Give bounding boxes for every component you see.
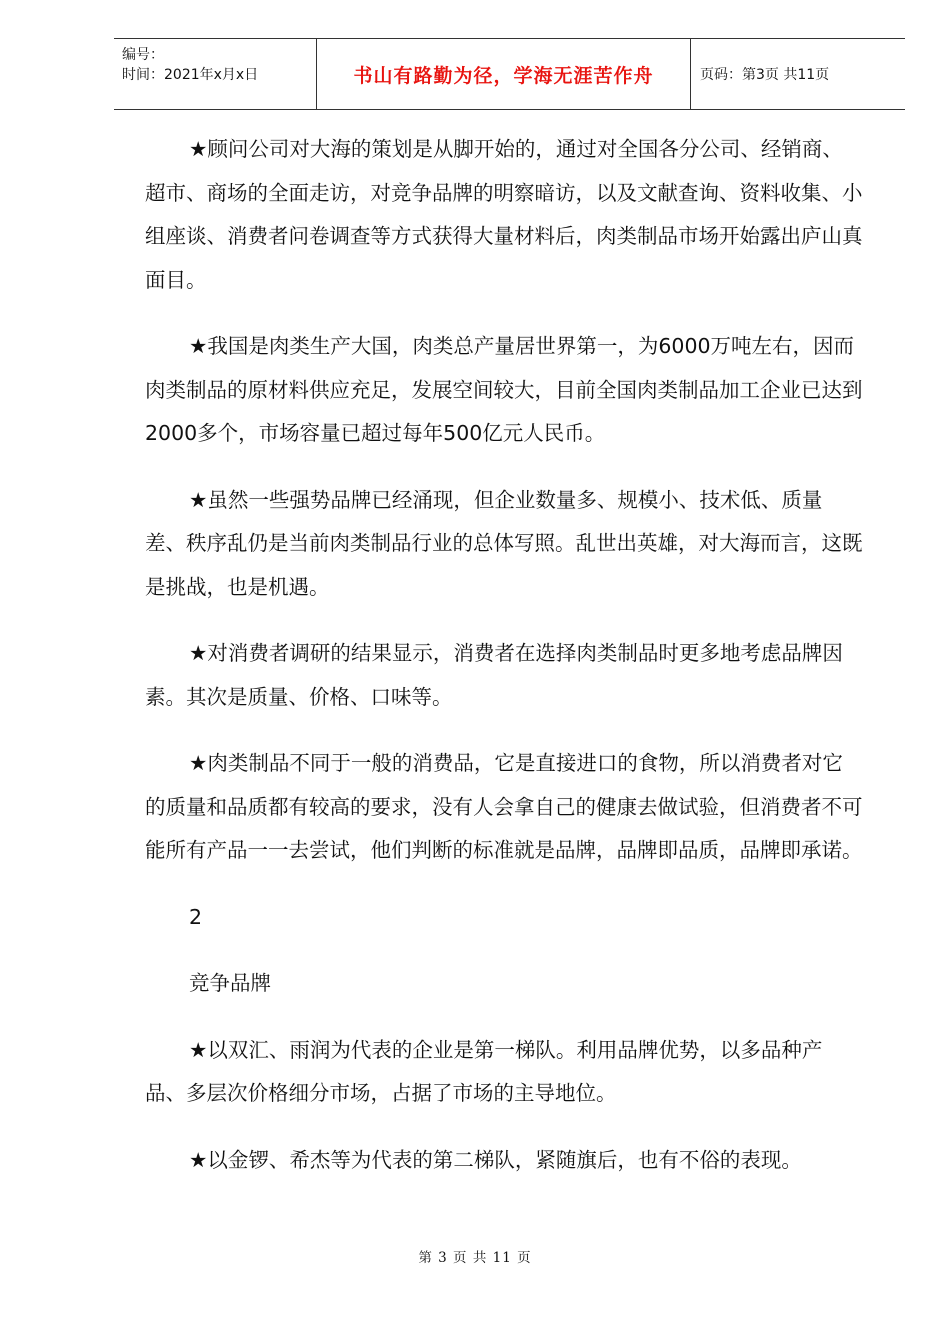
section-number: 2 — [189, 904, 203, 929]
header-page-info: 页码：第3页 共11页 — [700, 67, 830, 83]
header-meta — [114, 39, 317, 109]
paragraph: ★顾问公司对大海的策划是从脚开始的，通过对全国各分公司、经销商、超市、商场的全面走访，对竞争品牌的明察暗访，以及文献查询、资料收集、小组座谈、消费者问卷调查等方式获得大量材料后，肉类制品市场开始露出庐山真面目。 — [145, 137, 863, 292]
header-page-info-cell — [691, 39, 905, 109]
paragraph: ★我国是肉类生产大国，肉类总产量居世界第一，为6000万吨左右，因而肉类制品的原材料供应充足，发展空间较大，目前全国肉类制品加工企业已达到2000多个，市场容量已超过每年500亿元人民币。 — [145, 334, 863, 445]
document-date: 时间：2021年x月x日 — [122, 67, 259, 83]
header-motto: 书山有路勤为径，学海无涯苦作舟 — [353, 64, 654, 87]
paragraph: ★以双汇、雨润为代表的企业是第一梯队。利用品牌优势，以多品种产品、多层次价格细分市场，占据了市场的主导地位。 — [145, 1037, 823, 1105]
paragraph: ★以金锣、希杰等为代表的第二梯队，紧随旗后，也有不俗的表现。 — [189, 1147, 802, 1172]
page-header — [114, 38, 905, 110]
document-body — [145, 128, 863, 1205]
page-footer: 第 3 页 共 11 页 — [418, 1250, 532, 1266]
header-motto-cell — [317, 39, 691, 109]
paragraph: ★虽然一些强势品牌已经涌现，但企业数量多、规模小、技术低、质量差、秩序乱仍是当前肉类制品行业的总体写照。乱世出英雄，对大海而言，这既是挑战，也是机遇。 — [145, 487, 863, 599]
paragraph: ★对消费者调研的结果显示，消费者在选择肉类制品时更多地考虑品牌因素。其次是质量、价格、口味等。 — [145, 641, 843, 709]
document-number-label: 编号： — [122, 47, 164, 63]
paragraph: ★肉类制品不同于一般的消费品，它是直接进口的食物，所以消费者对它的质量和品质都有较高的要求，没有人会拿自己的健康去做试验，但消费者不可能所有产品一一去尝试，他们判断的标准就是品牌，品牌即品质，品牌即承诺。 — [145, 751, 863, 862]
section-title: 竞争品牌 — [189, 971, 271, 995]
